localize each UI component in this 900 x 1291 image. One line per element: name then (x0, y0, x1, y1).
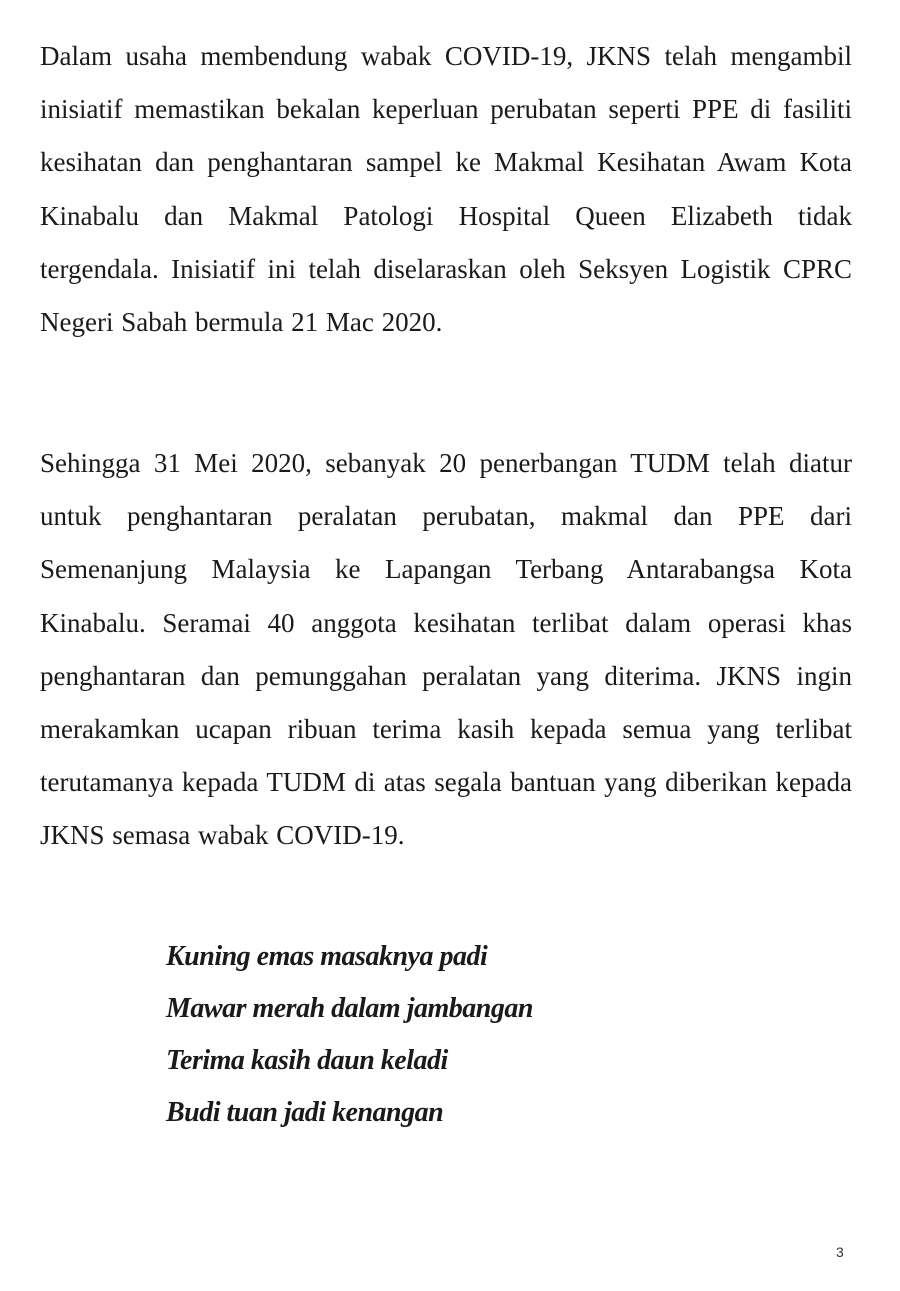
paragraph-tudm-flights: Sehingga 31 Mei 2020, sebanyak 20 penerbangan TUDM telah diatur untuk penghantaran peralatan perubatan, makmal dan PPE dari Semenanjung Malaysia ke Lapangan Terbang Antarabangsa Kota Kinabalu. Seramai 40 anggota kesihatan terlibat dalam operasi khas penghantaran dan pemunggahan peralatan yang diterima. JKNS ingin merakamkan ucapan ribuan terima kasih kepada semua yang terlibat terutamanya kepada TUDM di atas segala bantuan yang diberikan kepada JKNS semasa wabak COVID-19. (40, 448, 852, 851)
pantun-verse (166, 931, 533, 1139)
pantun-line-3: Terima kasih daun keladi (166, 1045, 448, 1076)
paragraph-logistics-initiative: Dalam usaha membendung wabak COVID-19, JKNS telah mengambil inisiatif memastikan bekalan keperluan perubatan seperti PPE di fasiliti kesihatan dan penghantaran sampel ke Makmal Kesihatan Awam Kota Kinabalu dan Makmal Patologi Hospital Queen Elizabeth tidak tergendala. Inisiatif ini telah diselaraskan oleh Seksyen Logistik CPRC Negeri Sabah bermula 21 Mac 2020. (40, 41, 852, 338)
pantun-line-4: Budi tuan jadi kenangan (166, 1097, 444, 1128)
pantun-line-2: Mawar merah dalam jambangan (166, 993, 533, 1024)
page-number: 3 (836, 1244, 844, 1260)
pantun-line-1: Kuning emas masaknya padi (166, 941, 488, 972)
